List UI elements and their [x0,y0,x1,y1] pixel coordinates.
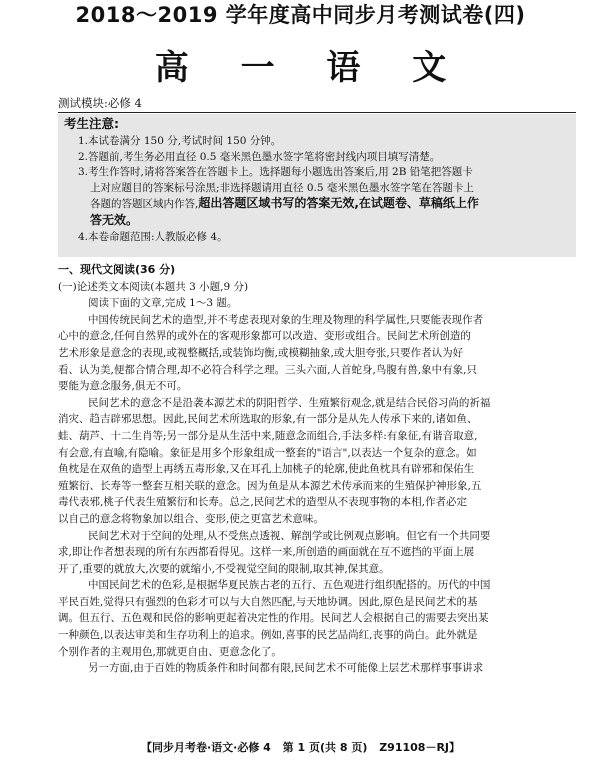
passage-line: 另一方面,由于百姓的物质条件和时间都有限,民间艺术不可能像上层艺术那样事事讲求 [88,662,484,675]
passage-line: 民间艺术对于空间的处理,从不受焦点透视、解剖学或比例观点影响。但它有一个共同要 [88,529,491,542]
instruction: 阅读下面的文章,完成 1～3 题。 [88,297,238,310]
passage-line: 以自己的意念将物象加以组合、变形,使之更富艺术意味。 [58,512,324,525]
passage-line: 看、认为美,便都合情合理,却不必符合科学之理。三头六面,人首蛇身,鸟腹有兽,象中有象,只 [58,363,478,376]
passage-line: 民间艺术的意念不是沿袭本源艺术的阴阳哲学、生殖繁衍观念,就是结合民俗习尚的祈福 [88,396,491,409]
notice-item: 2.答题前,考生务必用直径 0.5 毫米黑色墨水签字笔将密封线内项目填写清楚。 [78,150,441,163]
notice-item-text: 各题的答题区域内作答, [90,198,199,210]
passage-line: 殖繁衍、长寿等一整套互相关联的意念。因为鱼是从本源艺术传承而来的生殖保护神形象,五 [58,479,482,492]
subject-title: 高 一 语 文 [154,48,467,88]
passage-line: 个别作者的主观用色,那就更自由、更意念化了。 [58,645,282,658]
footer-series: 【同步月考卷·语文·必修 4 [140,741,271,754]
notice-item: 3.考生作答时,请将答案答在答题卡上。选择题每小题选出答案后,用 2B 铅笔把答题卡 [78,166,473,178]
notice-item: 上对应题目的答案标号涂黑;非选择题请用直径 0.5 毫米黑色墨水签字笔在答题卡上 [90,181,474,194]
passage-line: 要能为意念服务,俱无不可。 [58,380,188,393]
exam-title: 2018～2019 学年度高中同步月考测试卷(四) [75,3,526,27]
passage-line: 一种颜色,以表达审美和生存功利上的追求。例如,喜事的民艺品尚红,丧事的尚白。此外就是 [58,629,478,642]
notice-item [78,196,568,213]
footer-code: Z91108－RJ】 [379,741,461,754]
section-heading: 一、现代文阅读(36 分) [58,263,176,276]
passage-line: 鱼枕是在双鱼的造型上再绣五毒形象,又在耳孔上加桃子的轮廓,使此鱼枕具有辟邪和保佑生 [58,463,475,476]
passage-line: 中国民间艺术的色彩,是根据华夏民族古老的五行、五色观进行组织配搭的。历代的中国 [88,579,491,592]
reading-passage [58,262,576,677]
notice-emphasis: 超出答题区域书写的答案无效,在试题卷、草稿纸上作 [198,196,479,210]
passage-line: 有会意,有直喻,有隐喻。象征是用多个形象组成一整套的"语言",以表达一个复杂的意念。如 [58,446,477,459]
passage-line: 平民百姓,觉得只有强烈的色彩才可以与大自然匹配,与天地协调。因此,原色是民间艺术的基 [58,595,478,608]
passage-line: 艺术形象是意念的表现,或视整概括,或装饰均衡,或模糊抽象,或大胆夸张,只要作者认为好 [58,346,464,359]
notice-item: 4.本卷命题范围:人教版必修 4。 [78,231,228,243]
passage-line: 心中的意念,任何自然界的或外在的客观形象都可以改造、变形或组合。民间艺术所创造的 [58,330,471,343]
passage-line: 求,即让作者想表现的所有东西都看得见。这样一来,所创造的画面就在互不遮挡的平面上展 [58,546,475,559]
candidate-notice-box [58,114,576,257]
page-footer [0,740,601,756]
passage-line: 蛙、葫芦、十二生肖等;另一部分是从生活中来,随意念而组合,手法多样:有象征,有谐音取意, [58,429,478,442]
passage-line: 调。但五行、五色观和民俗的影响更起着决定性的作用。民间艺人会根据自己的需要去突出某 [58,612,489,625]
passage-line: 毒代表邪,桃子代表生殖繁衍和长寿。总之,民间艺术的造型从不表现事物的本相,作者必定 [58,496,468,509]
footer-page-number: 第 1 页(共 8 页) [282,741,368,754]
notice-items [78,134,568,246]
notice-heading: 考生注意: [64,116,119,131]
passage-line: 消灾、趋吉辟邪思想。因此,民间艺术所选取的形象,有一部分是从先人传承下来的,诸如鱼、 [58,413,478,426]
passage-line: 中国传统民间艺术的造型,并不考虑表现对象的生理及物理的科学属性,只要能表现作者 [88,313,484,326]
passage-line: 开了,重要的就放大,次要的就缩小,不受视觉空间的限制,取其神,保其意。 [58,562,390,575]
test-module: 测试模块:必修 4 [58,96,142,110]
notice-item: 1.本试卷满分 150 分,考试时间 150 分钟。 [78,135,282,147]
divider [58,112,576,113]
subsection-heading: (一)论述类文本阅读(本题共 3 小题,9 分) [58,280,249,293]
notice-emphasis: 答无效。 [90,212,139,227]
